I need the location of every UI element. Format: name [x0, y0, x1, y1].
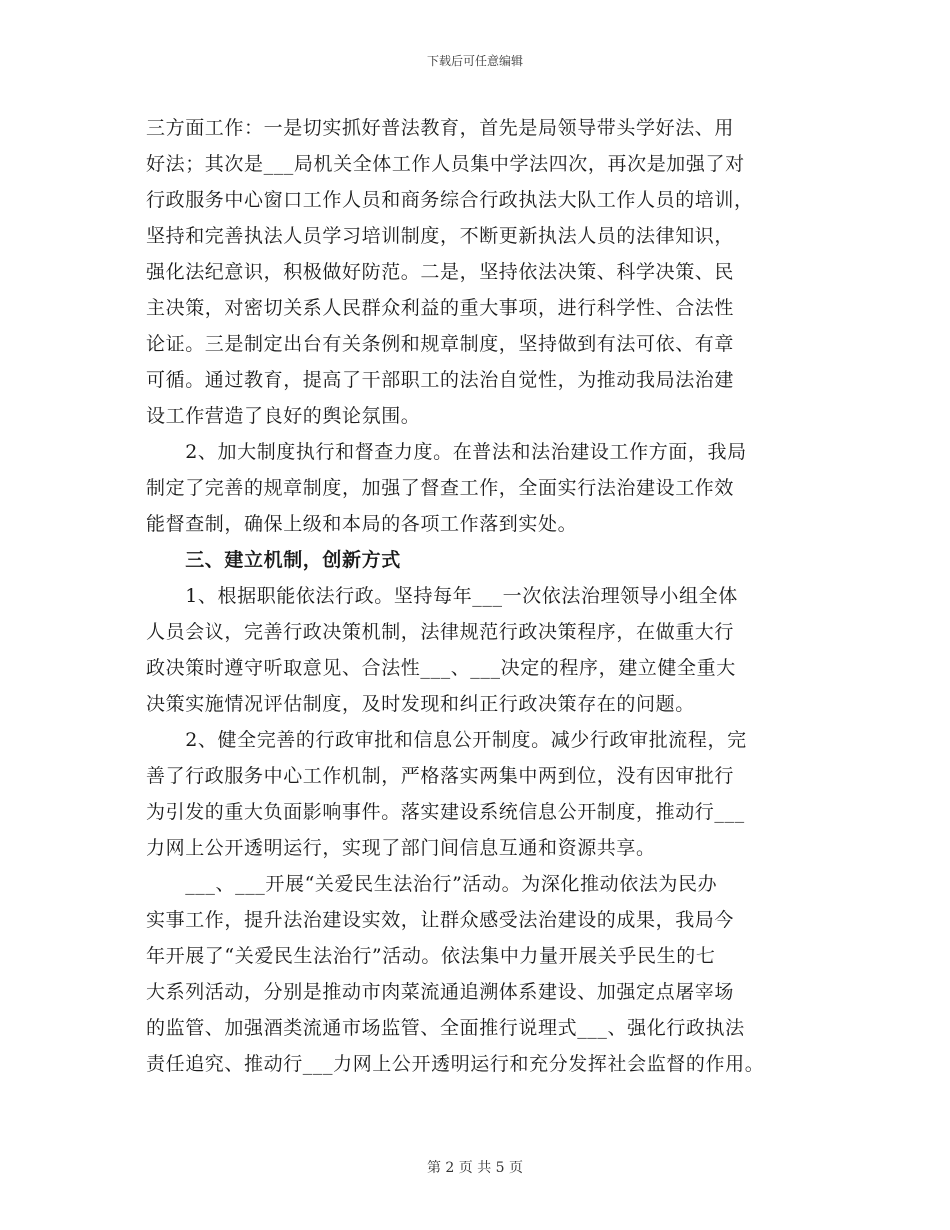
text-line: 主决策，对密切关系人民群众利益的重大事项，进行科学性、合法性 [146, 297, 735, 319]
text-line: 坚持和完善执法人员学习培训制度，不断更新执法人员的法律知识， [146, 225, 735, 247]
text-line: 2、健全完善的行政审批和信息公开制度。减少行政审批流程，完 [146, 729, 747, 751]
text-line: 政决策时遵守听取意见、合法性___、___决定的程序，建立健全重大 [146, 657, 736, 679]
text-line: 强化法纪意识，积极做好防范。二是，坚持依法决策、科学决策、民 [146, 261, 735, 283]
text-line: 善了行政服务中心工作机制，严格落实两集中两到位，没有因审批行 [146, 765, 735, 787]
text-line: 1、根据职能依法行政。坚持每年___一次依法治理领导小组全体 [146, 585, 738, 607]
text-line: 能督查制，确保上级和本局的各项工作落到实处。 [146, 513, 578, 535]
text-line: 论证。三是制定出台有关条例和规章制度，坚持做到有法可依、有章 [146, 333, 735, 355]
text-line: 人员会议，完善行政决策机制，法律规范行政决策程序，在做重大行 [146, 621, 735, 643]
text-line: 年开展了“关爱民生法治行”活动。依法集中力量开展关乎民生的七 [146, 945, 716, 967]
text-line: 的监管、加强酒类流通市场监管、全面推行说理式___、强化行政执法 [146, 1017, 745, 1039]
text-line: 可循。通过教育，提高了干部职工的法治自觉性，为推动我局法治建 [146, 369, 735, 391]
text-line: 行政服务中心窗口工作人员和商务综合行政执法大队工作人员的培训， [146, 189, 754, 211]
text-line: 决策实施情况评估制度，及时发现和纠正行政决策存在的问题。 [146, 693, 695, 715]
text-line: 力网上公开透明运行，实现了部门间信息互通和资源共享。 [146, 837, 656, 859]
section-heading: 三、建立机制，创新方式 [146, 549, 401, 571]
text-line: 好法；其次是___局机关全体工作人员集中学法四次，再次是加强了对 [146, 153, 745, 175]
text-line: 设工作营造了良好的舆论氛围。 [146, 405, 421, 427]
page-footer: 第 2 页 共 5 页 [426, 1160, 524, 1176]
page-header: 下载后可任意编辑 [426, 54, 523, 68]
text-line: ___、___开展“关爱民生法治行”活动。为深化推动依法为民办 [146, 873, 718, 895]
text-line: 大系列活动，分别是推动市肉菜流通追溯体系建设、加强定点屠宰场 [146, 981, 735, 1003]
text-line: 实事工作，提升法治建设实效，让群众感受法治建设的成果，我局今 [146, 909, 735, 931]
text-line: 制定了完善的规章制度，加强了督查工作，全面实行法治建设工作效 [146, 477, 735, 499]
document-body [146, 110, 816, 1082]
text-line: 为引发的重大负面影响事件。落实建设系统信息公开制度，推动行___ [146, 801, 745, 823]
text-line: 责任追究、推动行___力网上公开透明运行和充分发挥社会监督的作用。 [146, 1053, 765, 1075]
text-line: 三方面工作：一是切实抓好普法教育，首先是局领导带头学好法、用 [146, 117, 735, 139]
text-line: 2、加大制度执行和督查力度。在普法和法治建设工作方面，我局 [146, 441, 747, 463]
